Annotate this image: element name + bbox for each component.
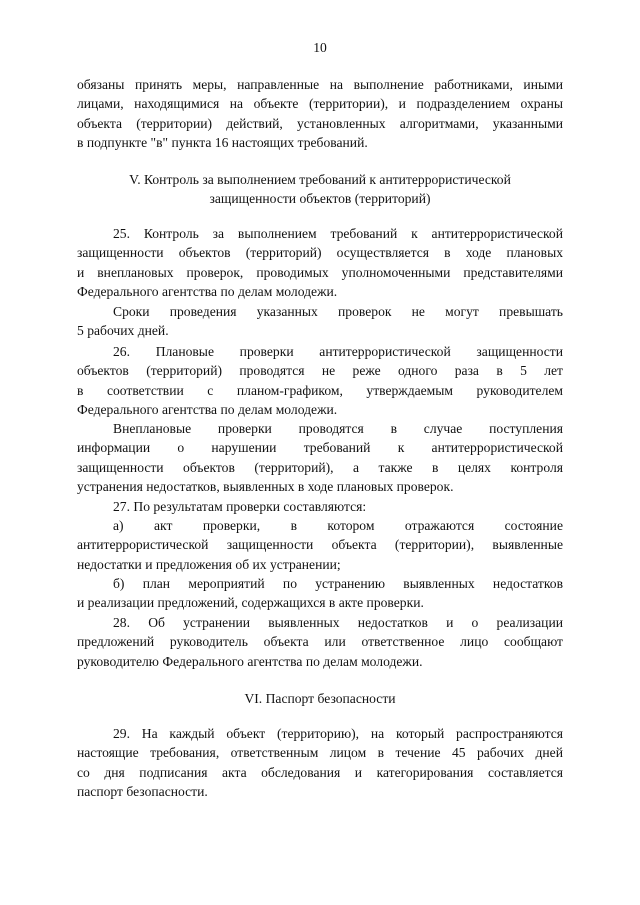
- text-line: Внеплановые проверки проводятся в случае поступления: [113, 421, 563, 436]
- text-line: Федерального агентства по делам молодежи.: [77, 401, 338, 417]
- heading-line: V. Контроль за выполнением требований к антитеррористической: [129, 172, 511, 187]
- paragraph-27-a: [77, 516, 563, 574]
- text-line: и реализации предложений, содержащихся в акте проверки.: [77, 595, 424, 611]
- text-line: настоящие требования, ответственным лицом в течение 45 рабочих дней: [77, 745, 563, 761]
- text-line: а) акт проверки, в котором отражаются состояние: [113, 518, 563, 533]
- text-line: антитеррористической защищенности объекта (территории), выявленные: [77, 537, 563, 553]
- paragraph-27: [77, 497, 563, 516]
- text-line: в подпункте "в" пункта 16 настоящих требований.: [77, 134, 368, 150]
- paragraph-29: [77, 724, 563, 801]
- text-line: руководителю Федерального агентства по делам молодежи.: [77, 653, 423, 669]
- intro-paragraph: [77, 75, 563, 152]
- text-line: со дня подписания акта обследования и категорирования составляется: [77, 764, 563, 780]
- text-line: 28. Об устранении выявленных недостатков и о реализации: [113, 615, 563, 630]
- text-line: паспорт безопасности.: [77, 783, 208, 799]
- text-line: в соответствии с планом-графиком, утверждаемым руководителем: [77, 382, 563, 398]
- text-line: б) план мероприятий по устранению выявленных недостатков: [113, 576, 563, 591]
- text-line: Сроки проведения указанных проверок не могут превышать: [113, 304, 563, 319]
- page-number: 10: [313, 40, 327, 55]
- text-line: 5 рабочих дней.: [77, 323, 169, 339]
- text-line: и внеплановых проверок, проводимых уполномоченными представителями: [77, 264, 563, 280]
- section-v-heading: [60, 170, 580, 209]
- paragraph-26-unplanned: [77, 419, 563, 496]
- paragraph-25-terms: [77, 302, 563, 341]
- heading-line: VI. Паспорт безопасности: [244, 691, 396, 706]
- text-line: обязаны принять меры, направленные на выполнение работниками, иными: [77, 77, 563, 92]
- paragraph-27-b: [77, 574, 563, 613]
- text-line: 26. Плановые проверки антитеррористической защищенности: [113, 344, 563, 359]
- paragraph-28: [77, 613, 563, 671]
- paragraph-25: [77, 224, 563, 301]
- text-line: 25. Контроль за выполнением требований к антитеррористической: [113, 226, 563, 241]
- text-line: защищенности объектов (территорий), а также в целях контроля: [77, 459, 563, 475]
- text-line: предложений руководитель объекта или ответственное лицо сообщают: [77, 634, 563, 650]
- section-vi-heading: [60, 689, 580, 708]
- text-line: устранения недостатков, выявленных в ходе плановых проверок.: [77, 478, 454, 494]
- text-line: объектов (территорий) проводятся не реже одного раза в 5 лет: [77, 363, 563, 379]
- text-line: лицами, находящимися на объекте (территории), и подразделением охраны: [77, 96, 563, 112]
- text-line: информации о нарушении требований к антитеррористической: [77, 440, 563, 456]
- text-line: Федерального агентства по делам молодежи.: [77, 283, 338, 299]
- text-line: объекта (территории) действий, установленных алгоритмами, указанными: [77, 115, 563, 131]
- heading-line: защищенности объектов (территорий): [209, 191, 431, 207]
- text-line: 29. На каждый объект (территорию), на который распространяются: [113, 726, 563, 741]
- text-line: защищенности объектов (территорий) осуществляется в ходе плановых: [77, 245, 563, 261]
- text-line: 27. По результатам проверки составляются:: [113, 499, 367, 514]
- paragraph-26: [77, 342, 563, 419]
- text-line: недостатки и предложения об их устранении;: [77, 556, 341, 572]
